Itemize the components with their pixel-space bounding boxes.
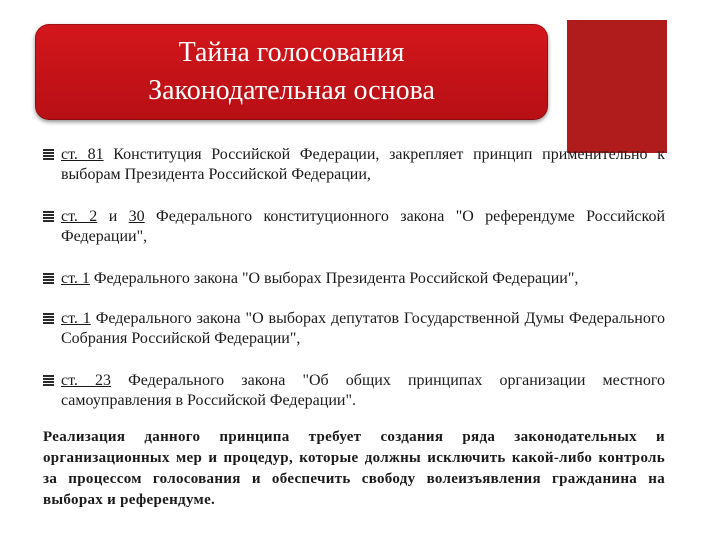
bullet-item <box>43 371 665 411</box>
bullet-text <box>61 269 665 289</box>
article-link[interactable]: ст. 2 <box>61 208 98 225</box>
bullet-item <box>43 207 665 247</box>
title-line-1: Тайна голосования <box>178 37 405 68</box>
bullet-post: Конституция Российской Федерации, закрепляет принцип применительно к выборам Президента Российской Федерации, <box>61 146 665 183</box>
article-link[interactable]: ст. 1 <box>61 310 91 327</box>
article-link[interactable]: ст. 81 <box>61 146 104 163</box>
article-link[interactable]: ст. 1 <box>61 270 90 287</box>
bullet-marker-icon <box>43 375 54 386</box>
bullet-post: Федерального закона "Об общих принципах организации местного самоуправления в Российской Федерации". <box>61 372 666 409</box>
bullet-item <box>43 309 665 349</box>
bullet-marker-icon <box>43 149 54 160</box>
title-line-2: Законодательная основа <box>148 75 435 106</box>
accent-square <box>567 20 667 153</box>
bullet-marker-icon <box>43 211 54 222</box>
bullet-text <box>61 207 665 247</box>
article-link[interactable]: ст. 23 <box>61 372 112 389</box>
bullet-post: Федерального конституционного закона "О референдуме Российской Федерации", <box>61 208 666 245</box>
bullet-marker-icon <box>43 313 54 324</box>
article-link[interactable]: 30 <box>128 208 145 225</box>
bullet-item <box>43 269 665 289</box>
bullet-text <box>61 371 665 411</box>
bullet-marker-icon <box>43 273 54 284</box>
bullet-item <box>43 145 665 185</box>
summary-paragraph: Реализация данного принципа требует создания ряда законодательных и организационных мер и процедур, которые должны исключить какой-либо контроль за процессом голосования и обеспечить свободу волеизъявления гражданина на выборах и референдуме. <box>43 429 665 508</box>
bullet-mid: и <box>97 208 129 225</box>
bullet-text <box>61 309 665 349</box>
title-box <box>35 24 548 120</box>
bullet-post: Федерального закона "О выборах Президента Российской Федерации", <box>89 270 579 287</box>
bullet-text <box>61 145 665 185</box>
bullet-post: Федерального закона "О выборах депутатов Государственной Думы Федерального Собрания Российской Федерации", <box>61 310 666 347</box>
